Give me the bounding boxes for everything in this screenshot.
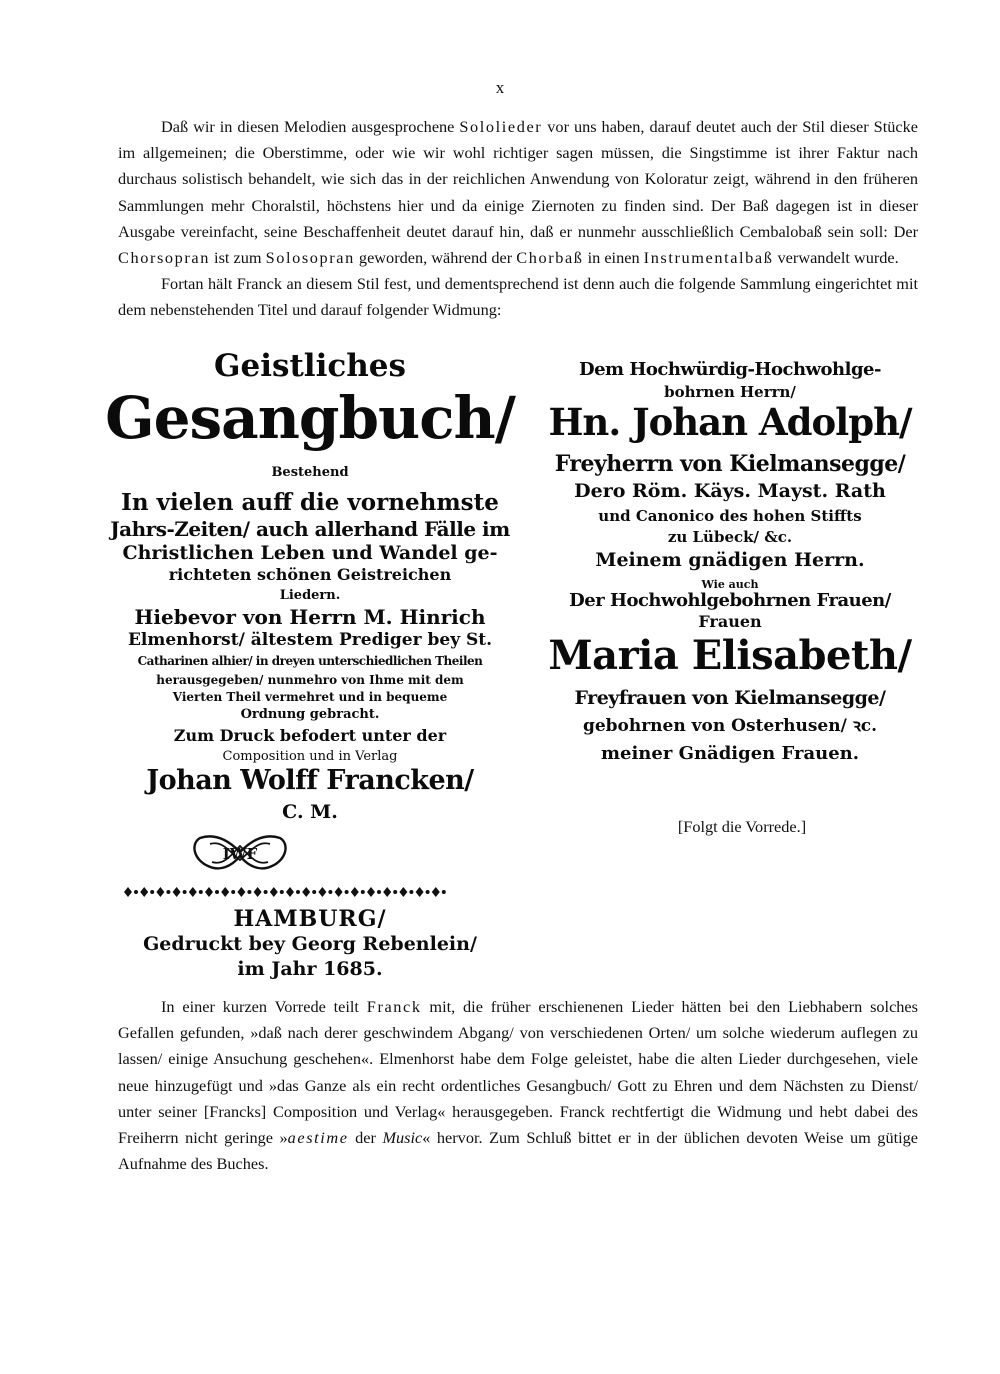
spaced-text: Sololieder: [459, 117, 543, 136]
spaced-text: Instrumentalbaß: [643, 248, 774, 268]
ornament-mark: [173, 887, 181, 897]
spaced-text: Solosopran: [265, 248, 355, 268]
paragraph: [118, 271, 918, 323]
monogram-text: IWF: [222, 845, 258, 863]
text-run: geworden, während der: [354, 248, 517, 268]
ornament-dot: [345, 890, 349, 894]
text-run: vor uns haben, darauf deutet auch der Stil dieser Stücke im allgemeinen; die Oberstimme, oder wie wir wohl richtiger sagen müssen, die Singstimme ist ihrer Faktur nach durchaus solistisch behandelt, wie sich das in der reichlichen Anwendung von Koloratur zeigt, während in den früheren Sammlungen mehr Choralstil, höchstens hier und da einige Ziernoten zu finden sind. Der Baß dagegen ist in dieser Ausgabe vereinfacht, seine Beschaffenheit deutet darauf hin, daß er nunmehr ausschließlich Cembalobaß sein soll: Der: [118, 117, 918, 241]
paragraph: [118, 114, 918, 271]
dedication-line: meiner Gnädigen Frauen.: [600, 743, 860, 764]
dedication-line: zu Lübeck/ &c.: [667, 528, 793, 546]
ornament-dot: [361, 890, 365, 894]
dedication-line: Wie auch: [701, 578, 759, 591]
title-line: Catharinen alhier/ in dreyen unterschiedlichen Theilen: [137, 654, 483, 668]
folgt-note: [Folgt die Vorrede.]: [677, 817, 807, 836]
title-line: Liedern.: [279, 588, 341, 603]
title-line: HAMBURG/: [233, 906, 387, 932]
title-line: Geistliches: [214, 348, 406, 384]
ornament-mark: [237, 887, 245, 897]
spaced-text: Franck: [366, 997, 422, 1016]
title-line: Ordnung gebracht.: [240, 707, 380, 722]
spaced-text: Chorbaß: [516, 248, 584, 268]
title-line: herausgegeben/ nunmehro von Ihme mit dem: [156, 673, 464, 687]
ornament-mark: [156, 887, 164, 897]
title-line: Vierten Theil vermehret und in bequeme: [172, 690, 448, 704]
ornament-dot: [247, 890, 251, 894]
ornament-dot: [150, 890, 154, 894]
monogram-vignette: [140, 830, 340, 875]
ornament-dot: [231, 890, 235, 894]
text-run: verwandelt wurde.: [773, 248, 899, 268]
text-run: « hervor. Zum Schluß bittet er in der üblichen devoten Weise um gütige Aufnahme des Buches.: [118, 1128, 918, 1174]
ornament-mark: [367, 887, 375, 897]
ornament-dot: [134, 890, 138, 894]
ornament-dot: [215, 890, 219, 894]
text-run: mit, die früher erschienenen Lieder hätten bei den Liebhabern solches Gefallen gefunden, »daß nach derer geschwindem Abgang/ von verschiedenen Orten/ um solche wiederum auflegen zu lassen/ einige Ansuchung geschehen«. Elmenhorst habe dem Folge geleistet, habe die alten Lieder durchgesehen, viele neue hinzugefügt und »das Ganze als ein recht ordentliches Gesangbuch/ Gott zu Ehren und dem Nächsten zu Dienst/ unter seiner [Francks] Composition und Verlag« herausgegeben. Franck rechtfertigt die Widmung und hebt dabei des Freiherrn nicht geringe »: [118, 997, 918, 1148]
title-line: Zum Druck befodert unter der: [173, 726, 447, 745]
title-line: Hiebevor von Herrn M. Hinrich: [134, 605, 486, 629]
dedication-line: Hn. Johan Adolph/: [548, 400, 912, 444]
text-run: In einer kurzen Vorrede teilt: [161, 997, 367, 1016]
paragraph: [118, 994, 918, 1177]
ornament-dot: [296, 890, 300, 894]
ornament-mark: [221, 887, 229, 897]
ornament-mark: [335, 887, 343, 897]
dedication-line: Dero Röm. Käys. Mayst. Rath: [574, 480, 886, 502]
title-line: Christlichen Leben und Wandel ge-: [122, 542, 498, 564]
vorrede-text: [118, 994, 918, 1177]
ornament-band: [118, 885, 448, 899]
title-line: Composition und in Verlag: [222, 749, 398, 764]
spaced-text: Chorsopran: [118, 248, 210, 268]
dedication-line: Freyfrauen von Kielmansegge/: [574, 687, 886, 709]
ornament-mark: [351, 887, 359, 897]
dedication-line: Der Hochwohlgebohrnen Frauen/: [569, 590, 891, 611]
italic-text: Music: [382, 1128, 423, 1148]
ornament-dot: [426, 890, 430, 894]
ornament-mark: [254, 887, 262, 897]
ornament-mark: [286, 887, 294, 897]
text-run: Daß wir in diesen Melodien ausgesprochene: [161, 117, 460, 136]
ornament-dot: [377, 890, 381, 894]
title-line: In vielen auff die vornehmste: [121, 489, 499, 516]
ornament-dot: [312, 890, 316, 894]
dedication-line: bohrnen Herrn/: [664, 383, 796, 401]
dedication-line: und Canonico des hohen Stiffts: [598, 507, 862, 525]
intro-text: [118, 114, 918, 324]
ornament-mark: [140, 887, 148, 897]
dedication-facsimile: [540, 355, 920, 795]
title-line: C. M.: [282, 801, 338, 823]
dedication-line: Maria Elisabeth/: [548, 632, 912, 679]
page-number: x: [495, 78, 505, 97]
ornament-mark: [318, 887, 326, 897]
ornament-mark: [270, 887, 278, 897]
text-run: der: [348, 1128, 383, 1148]
title-line: richteten schönen Geistreichen: [168, 565, 452, 584]
ornament-dot: [393, 890, 397, 894]
ornament-dot: [183, 890, 187, 894]
title-line: Bestehend: [271, 465, 349, 480]
ornament-dot: [264, 890, 268, 894]
ornament-mark: [189, 887, 197, 897]
ornament-dot: [166, 890, 170, 894]
ornament-mark: [383, 887, 391, 897]
ornament-dot: [409, 890, 413, 894]
text-run: Fortan hält Franck an diesem Stil fest, und dementsprechend ist denn auch die folgende Sammlung eingerichtet mit dem nebenstehenden Titel und darauf folgender Widmung:: [118, 274, 918, 320]
title-line: Johan Wolff Francken/: [146, 765, 474, 796]
title-line: Jahrs-Zeiten/ auch allerhand Fälle im: [110, 517, 510, 541]
ornament-dot: [442, 890, 446, 894]
ornament-mark: [124, 887, 132, 897]
ornament-dot: [199, 890, 203, 894]
text-run: in einen: [583, 248, 644, 268]
title-line: Gesangbuch/: [105, 384, 515, 452]
ornament-mark: [205, 887, 213, 897]
dedication-line: Meinem gnädigen Herrn.: [595, 549, 865, 571]
title-line: im Jahr 1685.: [237, 958, 383, 980]
dedication-line: Frauen: [698, 612, 762, 631]
title-line: Elmenhorst/ ältestem Prediger bey St.: [127, 630, 493, 650]
spaced-text: aestime: [287, 1128, 349, 1148]
ornament-mark: [416, 887, 424, 897]
ornament-mark: [432, 887, 440, 897]
title-line: Gedruckt bey Georg Rebenlein/: [143, 933, 477, 955]
dedication-line: gebohrnen von Osterhusen/ ꝛc.: [582, 716, 878, 736]
ornament-mark: [302, 887, 310, 897]
text-run: ist zum: [209, 248, 266, 268]
ornament-mark: [399, 887, 407, 897]
ornament-dot: [280, 890, 284, 894]
ornament-dot: [328, 890, 332, 894]
dedication-line: Freyherrn von Kielmansegge/: [554, 451, 906, 477]
dedication-line: Dem Hochwürdig-Hochwohlge-: [579, 359, 881, 380]
